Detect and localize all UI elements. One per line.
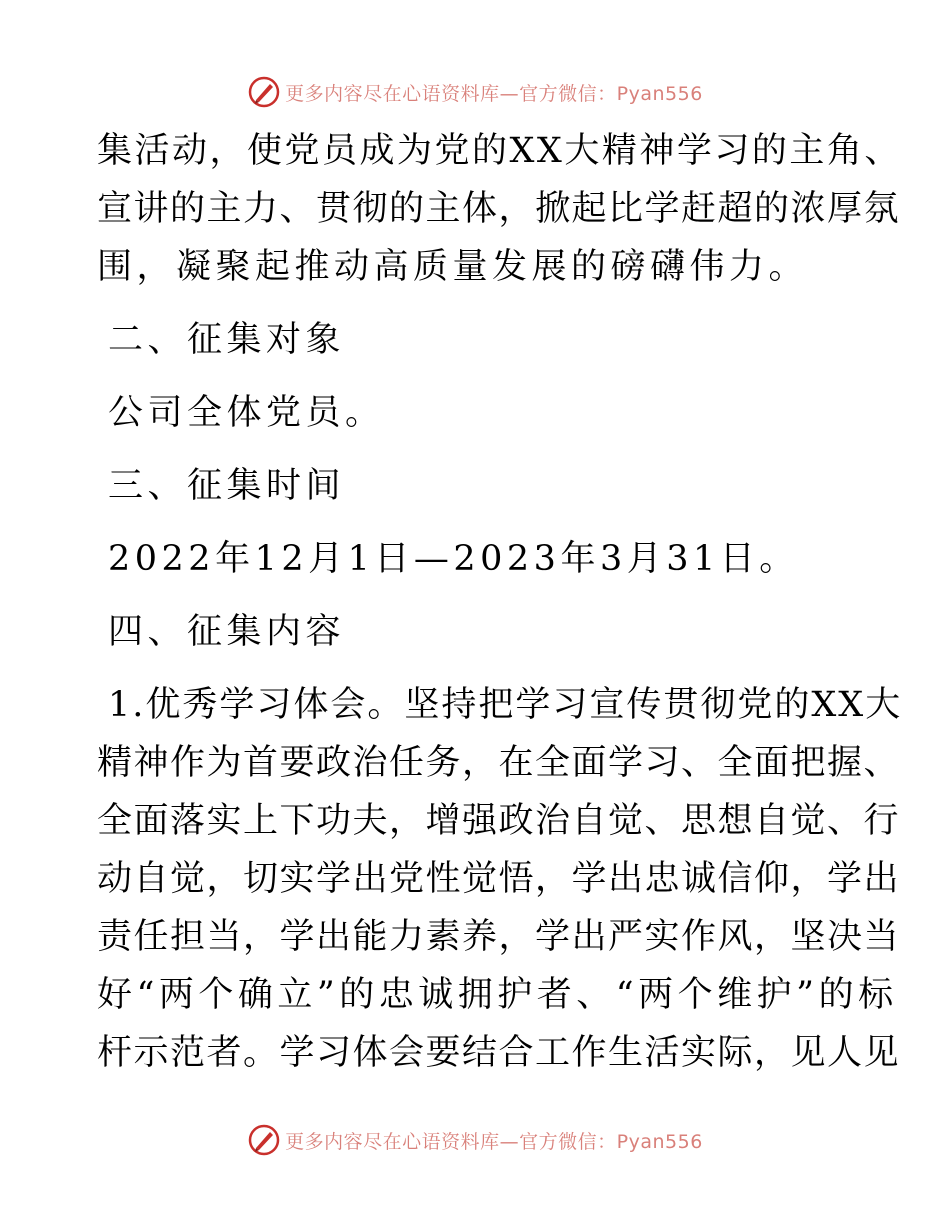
paragraph-line: 责任担当，学出能力素养，学出严实作风，坚决当 <box>97 917 901 957</box>
paragraph-line: 2022年12月1日—2023年3月31日。 <box>108 539 799 579</box>
watermark-text: 更多内容尽在心语资料库—官方微信：Pyan556 <box>285 1130 703 1153</box>
paragraph-line: 围，凝聚起推动高质量发展的磅礴伟力。 <box>97 247 809 287</box>
header-watermark <box>0 72 950 112</box>
section-heading: 二、征集对象 <box>108 320 346 360</box>
section-heading: 四、征集内容 <box>108 612 346 652</box>
watermark-text: 更多内容尽在心语资料库—官方微信：Pyan556 <box>285 82 703 105</box>
paragraph-line: 宣讲的主力、贯彻的主体，掀起比学赶超的浓厚氛 <box>97 189 901 229</box>
paragraph-line: 集活动，使党员成为党的XX大精神学习的主角、 <box>97 131 902 171</box>
paragraph-line: 杆示范者。学习体会要结合工作生活实际，见人见 <box>97 1033 901 1073</box>
paragraph-line: 动自觉，切实学出党性觉悟，学出忠诚信仰，学出 <box>97 859 901 899</box>
section-heading: 三、征集时间 <box>108 466 346 506</box>
paragraph-line: 全面落实上下功夫，增强政治自觉、思想自觉、行 <box>97 801 901 841</box>
paragraph-line: 好“两个确立”的忠诚拥护者、“两个维护”的标 <box>97 975 898 1015</box>
footer-watermark <box>0 1120 950 1160</box>
pen-circle-logo-icon <box>247 75 281 109</box>
pen-circle-logo-icon <box>247 1123 281 1157</box>
paragraph-line: 精神作为首要政治任务，在全面学习、全面把握、 <box>97 743 901 783</box>
paragraph-line: 公司全体党员。 <box>108 393 385 433</box>
paragraph-line: 1.优秀学习体会。坚持把学习宣传贯彻党的XX大 <box>108 685 903 725</box>
